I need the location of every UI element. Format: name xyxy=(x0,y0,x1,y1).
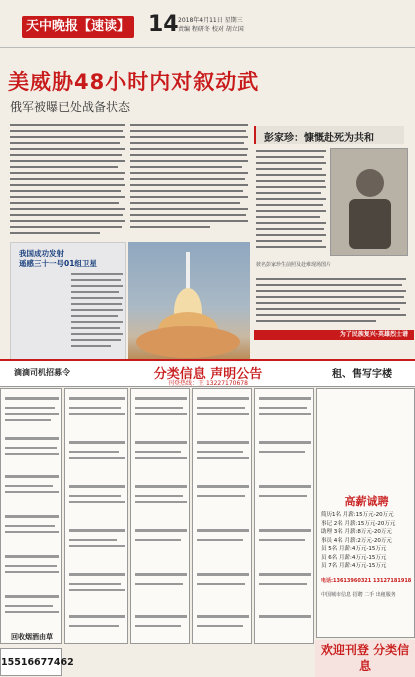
rocket-story-title xyxy=(19,249,97,269)
help-line: 中国城市信息 招聘 二手 出租服务 xyxy=(321,592,396,598)
ad-block xyxy=(254,388,314,644)
recruit-title: 高薪诚聘 xyxy=(344,495,389,508)
recruit-item: 员 5名 月薪:4万元-15万元 xyxy=(321,546,387,552)
bottom-phone: 15516677462 xyxy=(0,648,62,676)
page-number: 14 xyxy=(148,12,179,37)
side-story-title: 彭家珍：慷慨赴死为共和 xyxy=(264,133,374,144)
classified-phone: 刊登热线：王 13227170678 xyxy=(168,380,248,387)
left-top-ad: 滴滴司机招募令 xyxy=(14,368,70,377)
ad-block xyxy=(64,388,128,644)
text-lines xyxy=(130,122,248,240)
side-story-text-2 xyxy=(256,276,406,326)
hero-banner: 为了民族复兴·英雄烈士谱 xyxy=(254,330,414,340)
ad-text-lines xyxy=(193,389,252,644)
header-info xyxy=(178,16,244,34)
text-lines xyxy=(71,271,123,357)
ad-block xyxy=(0,388,62,644)
portrait-figure xyxy=(331,149,409,257)
main-headline: 美威胁48小时内对叙动武 xyxy=(8,70,260,94)
rocket-launch-photo xyxy=(128,242,250,360)
recruit-item: 事记 2名 月薪:15万元-20万元 xyxy=(321,520,396,527)
rocket-title-line2: 遥感三十一号01组卫星 xyxy=(19,259,97,268)
article-column-2 xyxy=(130,122,248,240)
welcome-banner: 欢迎刊登 分类信息 xyxy=(315,640,415,677)
text-lines xyxy=(256,148,326,258)
text-lines xyxy=(10,122,125,240)
article-column-1 xyxy=(10,122,125,240)
side-story-text xyxy=(256,148,326,258)
rocket-story-box xyxy=(10,242,126,360)
main-subhead: 俄军被曝已处战备状态 xyxy=(10,100,131,114)
recruit-item: 事员 4名 月薪:2万元-20万元 xyxy=(321,537,392,544)
recruit-phone: 电话:13613960321 13127181918 xyxy=(321,578,412,584)
recruit-list xyxy=(321,511,413,571)
rocket-plume xyxy=(128,242,250,360)
ad-text-lines xyxy=(1,389,62,644)
ad-block xyxy=(130,388,190,644)
ad-text-lines xyxy=(131,389,190,644)
recruit-box xyxy=(316,388,415,638)
recruit-item: 员 7名 月薪:4万元-15万元 xyxy=(321,563,387,569)
ad-block xyxy=(192,388,252,644)
rocket-title-line1: 我国成功发射 xyxy=(19,249,64,258)
rocket-story-text xyxy=(71,271,123,357)
ad-text-lines xyxy=(65,389,128,644)
classified-header xyxy=(0,359,415,387)
issue-date: 2018年4月11日 星期三 xyxy=(178,17,243,24)
text-lines xyxy=(256,276,406,326)
classified-title: 分类信息 声明公告 xyxy=(153,367,263,382)
recruit-item: 助理 3名 月薪:8万元-20万元 xyxy=(321,529,392,535)
masthead xyxy=(0,0,415,48)
rent-ad-title: 租、售写字楼 xyxy=(332,369,392,380)
portrait-caption: 彼名彭家珍生前照及赴难现场图片 xyxy=(256,262,332,268)
newspaper-logo: 天中晚报【速读】 xyxy=(22,16,134,38)
side-story-title-bar xyxy=(254,126,404,144)
portrait-photo xyxy=(330,148,408,256)
recruit-item: 简历1名 月薪:15万元-20万元 xyxy=(321,512,394,518)
bottom-left-ad-title: 回收烟酒由草 xyxy=(11,633,53,641)
recruit-item: 员 6名 月薪:4万元-15万元 xyxy=(321,554,387,561)
editor-line: 责编 程研冬 校对 胡立国 xyxy=(178,26,244,33)
ad-text-lines xyxy=(255,389,314,644)
